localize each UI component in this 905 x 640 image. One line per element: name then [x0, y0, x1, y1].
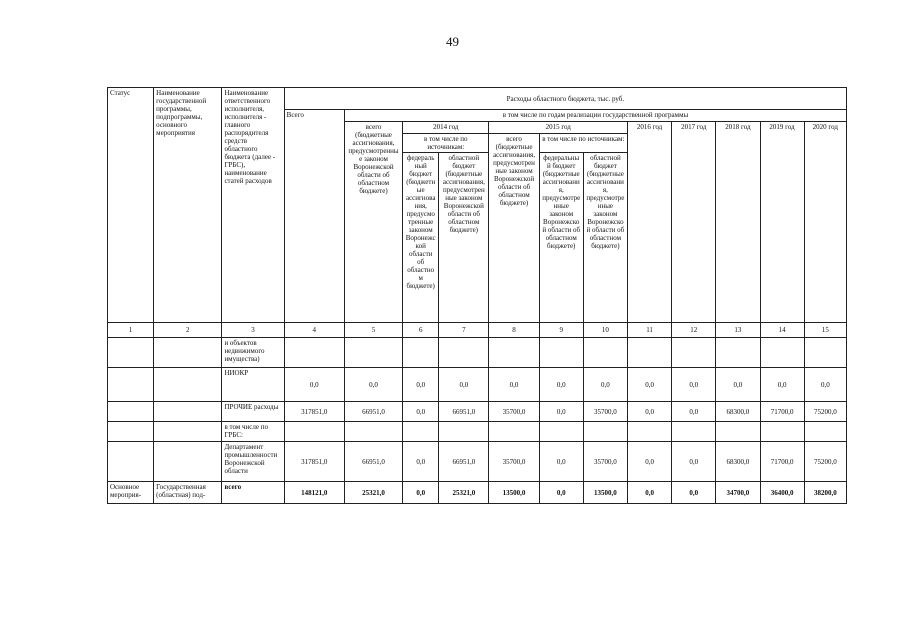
header-year-2015: 2015 год	[489, 122, 628, 134]
row-value	[344, 338, 402, 368]
index-cell: 14	[760, 323, 804, 338]
table-row	[108, 402, 847, 422]
row-value: 0,0	[627, 368, 671, 402]
row-name	[154, 368, 222, 402]
row-name	[154, 402, 222, 422]
row-value	[627, 422, 671, 442]
row-value	[583, 422, 627, 442]
index-cell: 10	[583, 323, 627, 338]
table-row	[108, 482, 847, 504]
row-value: 0,0	[804, 368, 846, 402]
row-value: 75200,0	[804, 402, 846, 422]
row-value: 34700,0	[716, 482, 760, 504]
row-value	[627, 338, 671, 368]
row-value: 0,0	[539, 482, 583, 504]
row-value: 36400,0	[760, 482, 804, 504]
row-value: 35700,0	[489, 442, 539, 482]
row-status	[108, 368, 154, 402]
row-value: 0,0	[539, 402, 583, 422]
index-cell: 12	[672, 323, 716, 338]
row-value	[284, 422, 344, 442]
row-value: 0,0	[489, 368, 539, 402]
row-value	[344, 422, 402, 442]
row-value: 0,0	[403, 482, 439, 504]
row-value: 35700,0	[583, 402, 627, 422]
row-status	[108, 442, 154, 482]
row-value: 66951,0	[344, 442, 402, 482]
index-cell: 9	[539, 323, 583, 338]
row-value	[489, 338, 539, 368]
row-value	[672, 422, 716, 442]
row-value: 0,0	[403, 402, 439, 422]
header-by-years: в том числе по годам реализации государственной программы	[344, 110, 846, 122]
row-item: и объектов недвижимого имущества)	[222, 338, 284, 368]
row-value	[284, 338, 344, 368]
row-item: всего	[222, 482, 284, 504]
row-status	[108, 422, 154, 442]
row-value: 317851,0	[284, 442, 344, 482]
row-value: 0,0	[539, 442, 583, 482]
index-cell: 11	[627, 323, 671, 338]
header-regional-2015: областной бюджет (бюджетные ассигнования, предусмотренные законом Воронежской области об областном бюджете)	[583, 153, 627, 323]
row-value	[539, 338, 583, 368]
header-expenses: Расходы областного бюджета, тыс. руб.	[284, 88, 846, 110]
row-value: 38200,0	[804, 482, 846, 504]
row-name	[154, 338, 222, 368]
row-value: 13500,0	[583, 482, 627, 504]
index-cell: 7	[439, 323, 489, 338]
page-number: 49	[446, 34, 459, 49]
row-value: 68300,0	[716, 442, 760, 482]
row-value	[439, 338, 489, 368]
header-year-2016: 2016 год	[627, 122, 671, 323]
row-value: 0,0	[583, 368, 627, 402]
row-value	[672, 338, 716, 368]
row-value: 71700,0	[760, 442, 804, 482]
row-status	[108, 338, 154, 368]
index-cell: 8	[489, 323, 539, 338]
header-by-sources-2014: в том числе по источникам:	[403, 134, 489, 153]
table-row	[108, 368, 847, 402]
row-value: 0,0	[760, 368, 804, 402]
row-value: 25321,0	[344, 482, 402, 504]
index-cell: 15	[804, 323, 846, 338]
index-cell: 2	[154, 323, 222, 338]
table-row	[108, 422, 847, 442]
index-cell: 13	[716, 323, 760, 338]
header-all-2015: всего (бюджетные ассигнования, предусмотренные законом Воронежской области об областном бюджете)	[489, 134, 539, 323]
row-value: 71700,0	[760, 402, 804, 422]
row-item: Департамент промышленности Воронежской области	[222, 442, 284, 482]
row-value: 68300,0	[716, 402, 760, 422]
header-year-2018: 2018 год	[716, 122, 760, 323]
row-item: в том числе по ГРБС:	[222, 422, 284, 442]
row-item: ПРОЧИЕ расходы	[222, 402, 284, 422]
header-federal-2014: федеральный бюджет (бюджетные ассигнования, предусмотренные законом Воронежской области об областном бюджете)	[403, 153, 439, 323]
table-row	[108, 338, 847, 368]
index-cell: 1	[108, 323, 154, 338]
header-total: Всего	[284, 110, 344, 323]
table-row	[108, 442, 847, 482]
row-value: 0,0	[672, 482, 716, 504]
row-name: Государственная (областная) под-	[154, 482, 222, 504]
budget-table-wrapper	[107, 87, 847, 504]
row-name	[154, 442, 222, 482]
row-value	[804, 338, 846, 368]
row-value	[716, 422, 760, 442]
index-cell: 4	[284, 323, 344, 338]
row-value: 25321,0	[439, 482, 489, 504]
row-value: 66951,0	[439, 442, 489, 482]
row-value: 317851,0	[284, 402, 344, 422]
row-value: 0,0	[627, 482, 671, 504]
row-value: 75200,0	[804, 442, 846, 482]
row-name	[154, 422, 222, 442]
row-value: 0,0	[284, 368, 344, 402]
header-federal-2015: федеральный бюджет (бюджетные ассигнования, предусмотренные законом Воронежской области об областном бюджете)	[539, 153, 583, 323]
row-status: Основное мероприя-	[108, 482, 154, 504]
row-value: 0,0	[716, 368, 760, 402]
row-value	[439, 422, 489, 442]
row-value	[539, 422, 583, 442]
header-year-2017: 2017 год	[672, 122, 716, 323]
header-program-name: Наименование государственной программы, подпрограммы, основного мероприятия	[154, 88, 222, 323]
header-regional-2014: областной бюджет (бюджетные ассигнования, предусмотренные законом Воронежской области об областном бюджете)	[439, 153, 489, 323]
row-value	[716, 338, 760, 368]
row-value: 0,0	[627, 402, 671, 422]
row-value	[583, 338, 627, 368]
row-value	[489, 422, 539, 442]
row-value: 148121,0	[284, 482, 344, 504]
header-executor: Наименование ответственного исполнителя, исполнителя - главного распорядителя средств областного бюджета (далее - ГРБС), наименование статей расходов	[222, 88, 284, 323]
row-value: 13500,0	[489, 482, 539, 504]
header-status: Статус	[108, 88, 154, 323]
row-value: 0,0	[672, 368, 716, 402]
row-value: 0,0	[539, 368, 583, 402]
index-cell: 5	[344, 323, 402, 338]
row-value: 0,0	[672, 402, 716, 422]
header-all-2014: всего (бюджетные ассигнования, предусмотренные законом Воронежской области об областном бюджете)	[344, 122, 402, 323]
row-value	[403, 422, 439, 442]
index-cell: 3	[222, 323, 284, 338]
row-value: 0,0	[439, 368, 489, 402]
row-value: 35700,0	[583, 442, 627, 482]
row-value: 0,0	[344, 368, 402, 402]
header-by-sources-2015: в том числе по источникам:	[539, 134, 627, 153]
row-value: 66951,0	[344, 402, 402, 422]
row-value: 35700,0	[489, 402, 539, 422]
budget-table	[107, 87, 847, 504]
row-status	[108, 402, 154, 422]
row-value: 0,0	[672, 442, 716, 482]
index-cell: 6	[403, 323, 439, 338]
row-value	[804, 422, 846, 442]
row-value	[760, 422, 804, 442]
row-value: 0,0	[403, 442, 439, 482]
index-row	[108, 323, 847, 338]
header-year-2014: 2014 год	[403, 122, 489, 134]
header-year-2019: 2019 год	[760, 122, 804, 323]
row-value	[403, 338, 439, 368]
row-value: 66951,0	[439, 402, 489, 422]
row-value: 0,0	[627, 442, 671, 482]
row-value	[760, 338, 804, 368]
row-item: НИОКР	[222, 368, 284, 402]
row-value: 0,0	[403, 368, 439, 402]
header-year-2020: 2020 год	[804, 122, 846, 323]
